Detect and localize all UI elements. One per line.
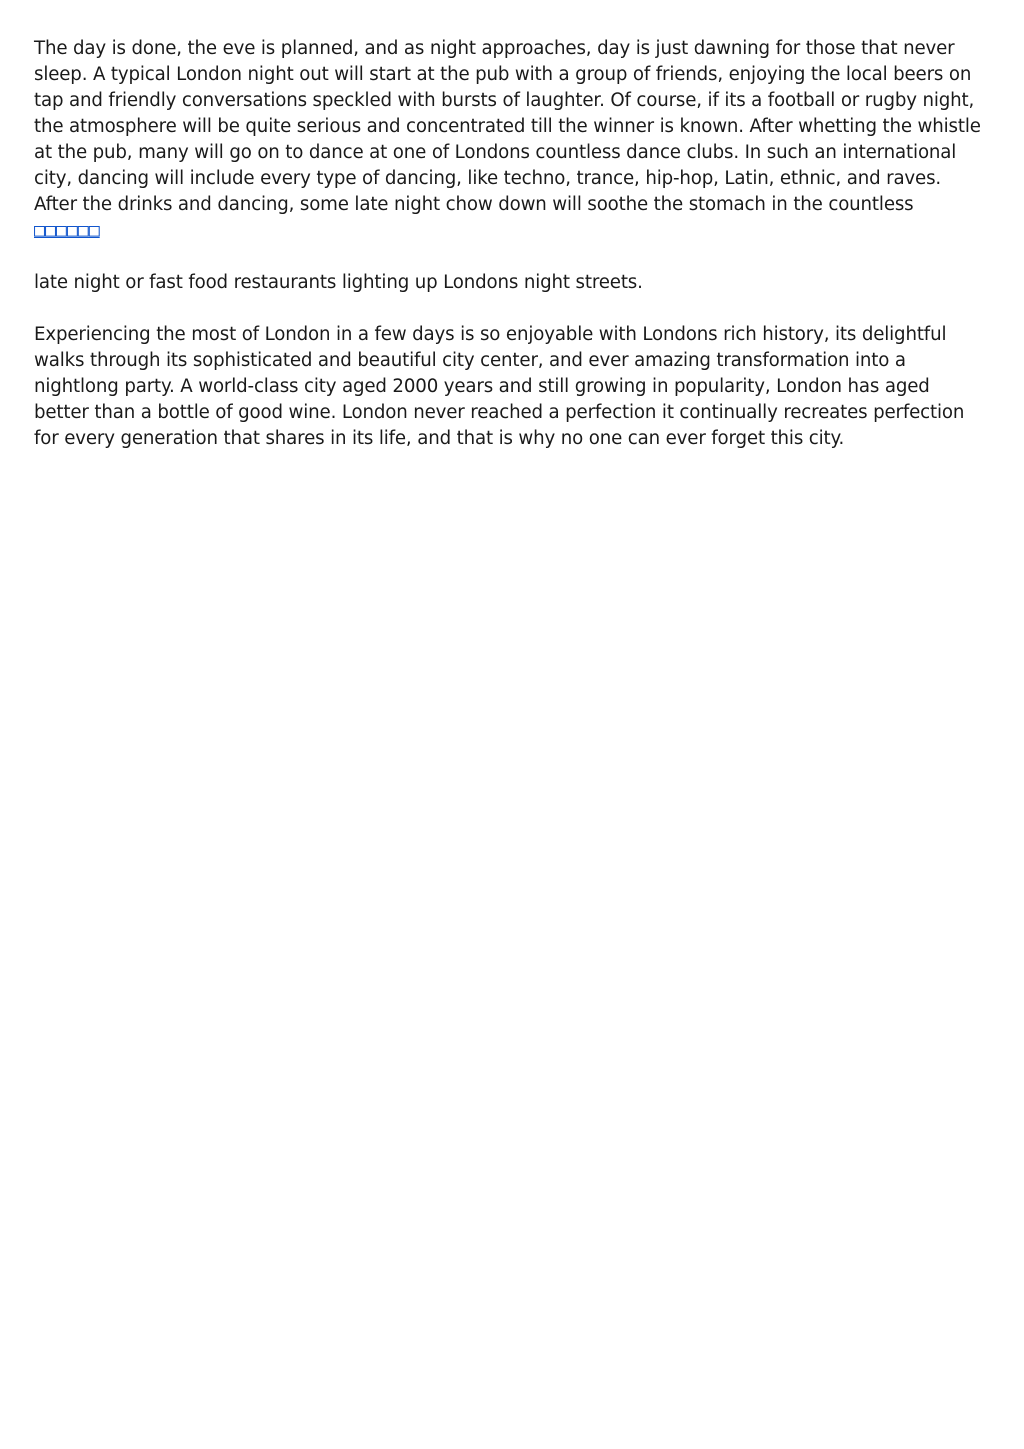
paragraph-1-text: The day is done, the eve is planned, and as night approaches, day is just dawning for those that never sleep. A typical London night out will start at the pub with a group of friends, enjoying the local beers on tap and friendly conversations speckled with bursts of laughter. Of course, if its a football or rugby night, the atmosphere will be quite serious and concentrated till the winner is known. After whetting the whistle at the pub, many will go on to dance at one of Londons countless dance clubs. In such an international city, dancing will include every type of dancing, like techno, trance, hip-hop, Latin, ethnic, and raves. After the drinks and dancing, some late night chow down will soothe the stomach in the countless	[34, 38, 981, 215]
document-page	[34, 36, 984, 478]
paragraph-3: Experiencing the most of London in a few days is so enjoyable with Londons rich history, its delightful walks through its sophisticated and beautiful city center, and ever amazing transformation into a nightlong party. A world-class city aged 2000 years and still growing in popularity, London has aged better than a bottle of good wine. London never reached a perfection it continually recreates perfection for every generation that shares in its life, and that is why no one can ever forget this city.	[34, 324, 965, 449]
paragraph-2: late night or fast food restaurants lighting up Londons night streets.	[34, 272, 643, 293]
restaurant-link[interactable]: □□□□□□	[34, 220, 100, 241]
paragraph-1	[34, 36, 984, 244]
